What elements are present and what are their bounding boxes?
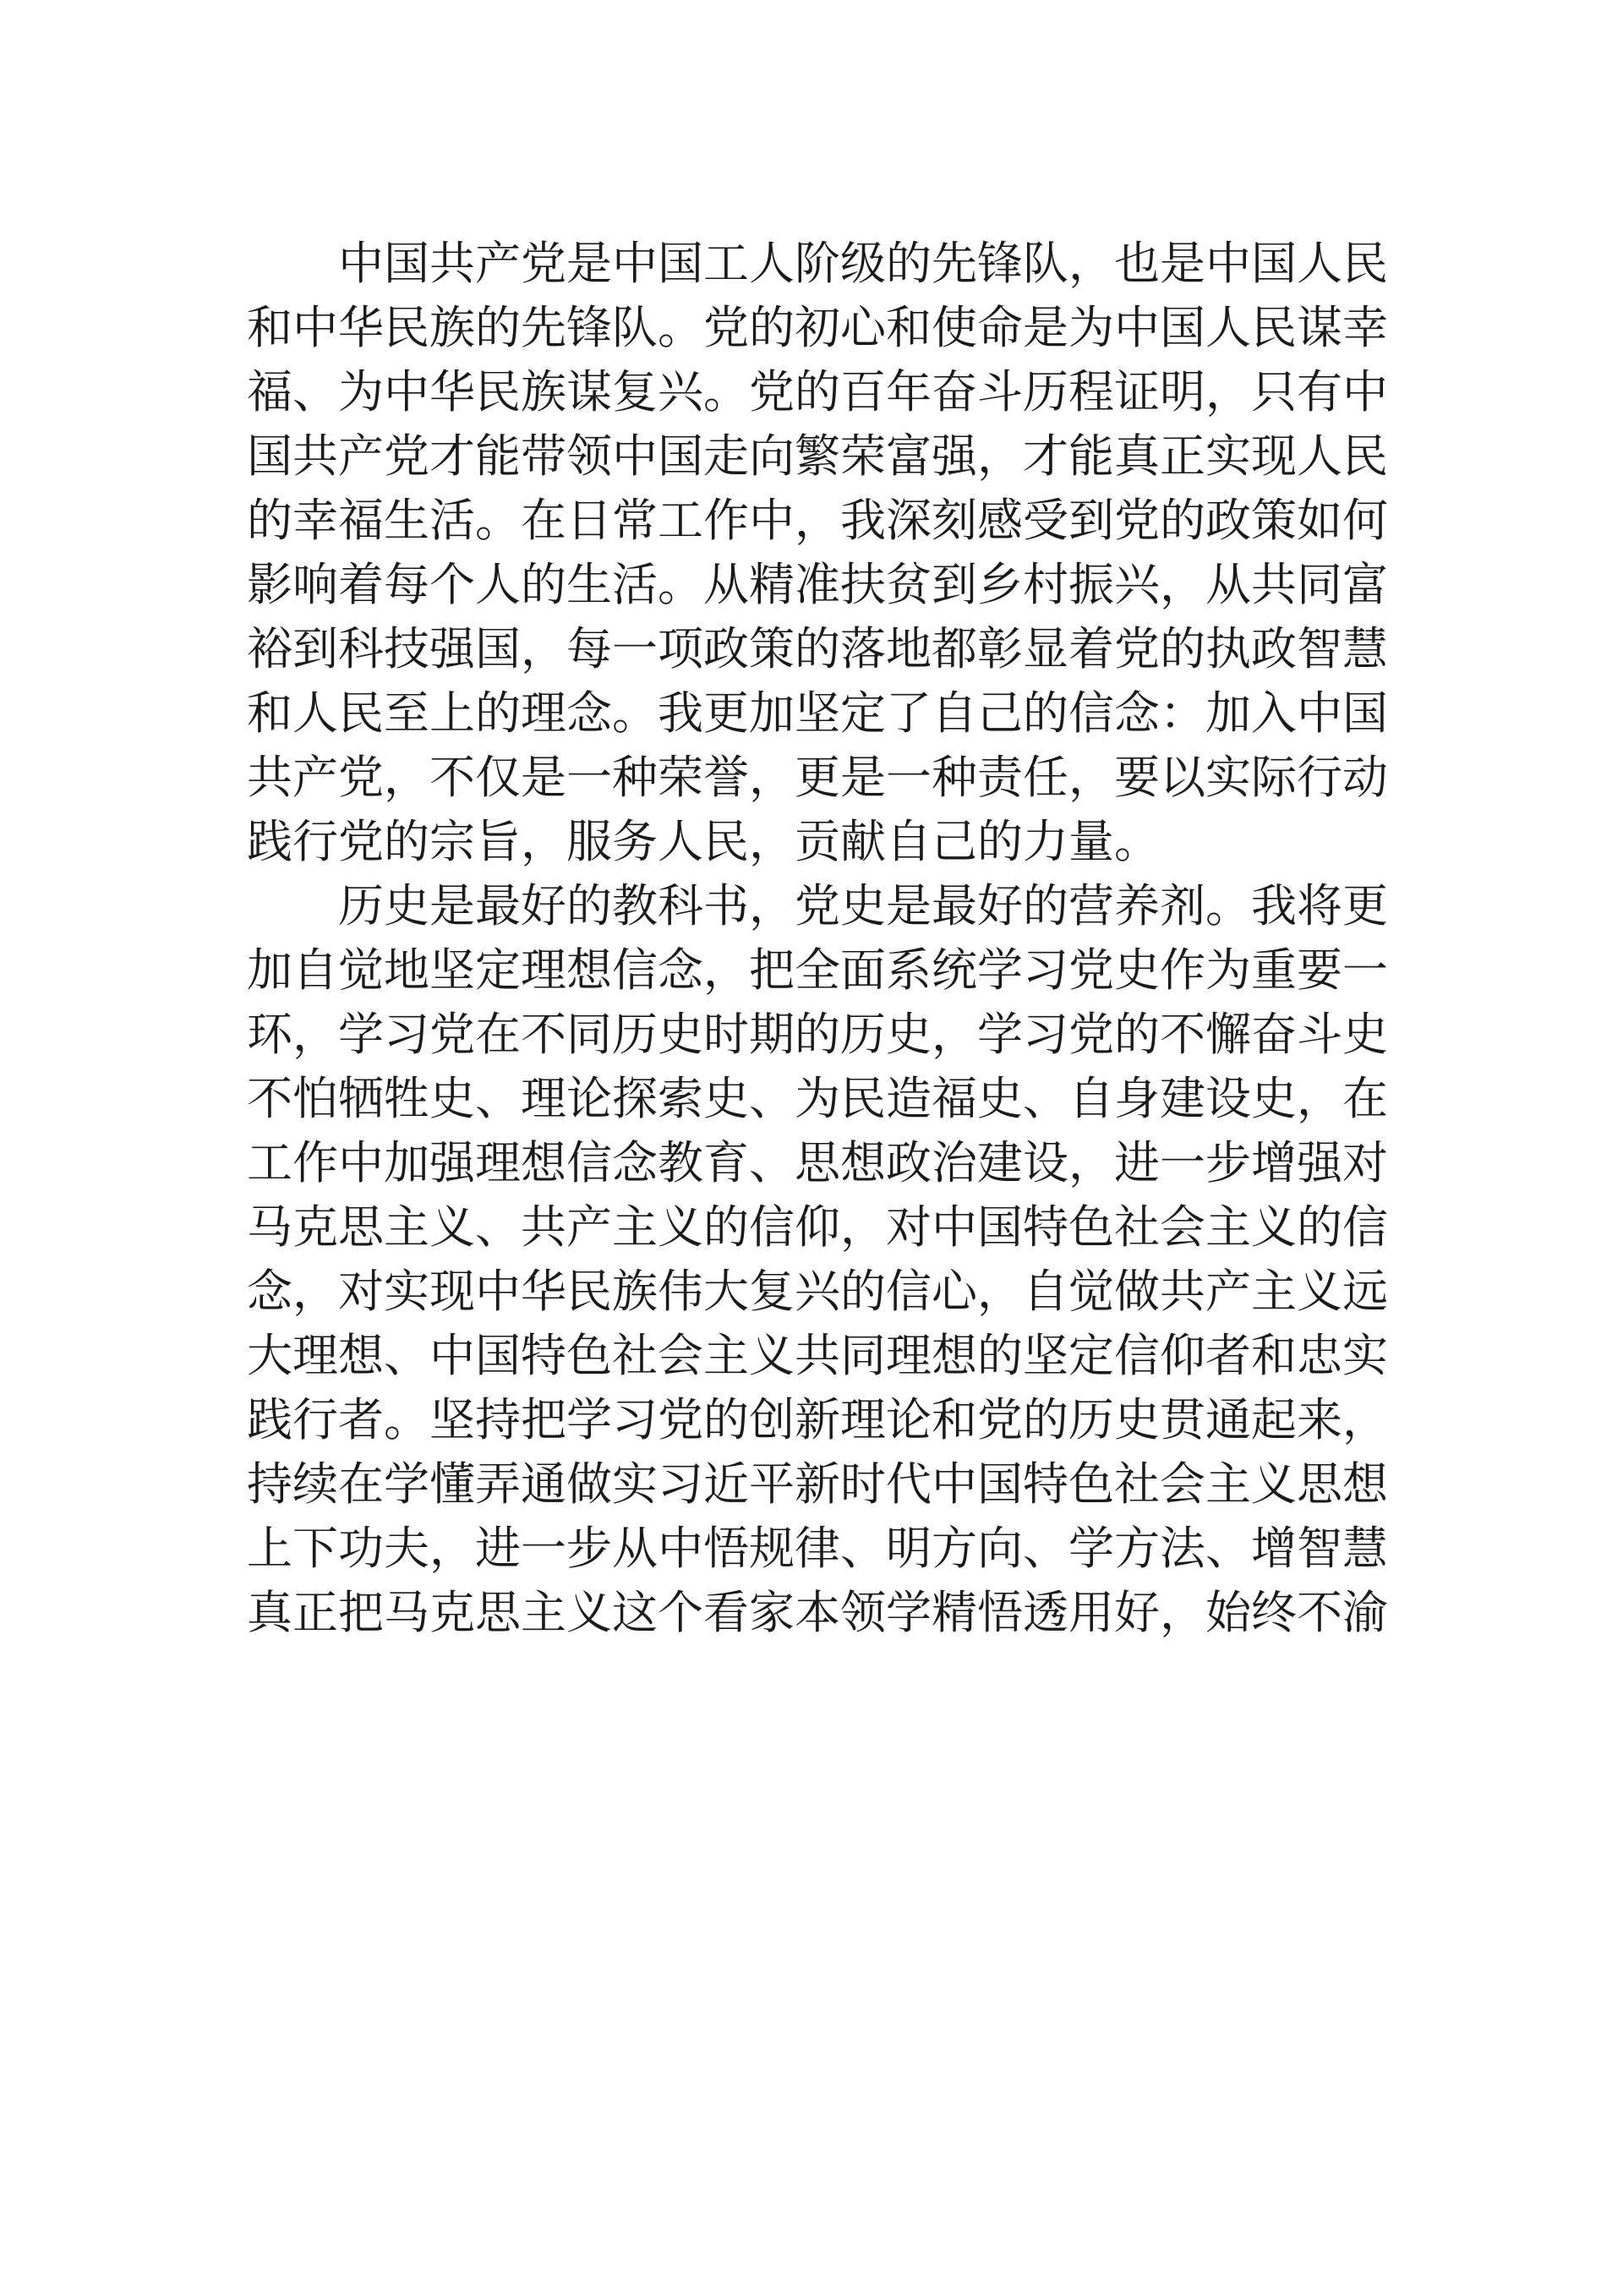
paragraph-1-line-6: 影 响 着 每 个 人 的 生 活 。 从 精 准 扶 贫 到 乡 村 振 兴 ， 从 共 同 富 [247, 558, 1388, 611]
paragraph-2-line-3: 环 ， 学 习 党 在 不 同 历 史 时 期 的 历 史 ， 学 习 党 的 不 懈 奋 斗 史 [247, 1008, 1388, 1061]
paragraph-2-line-4: 不 怕 牺 牲 史 、 理 论 探 索 史 、 为 民 造 福 史 、 自 身 建 设 史 ， 在 [247, 1072, 1388, 1125]
paragraph-1-line-10: 践行党的宗旨，服务人民，贡献自己的力量。 [247, 815, 1160, 868]
paragraph-2-line-6: 马 克 思 主 义 、 共 产 主 义 的 信 仰 ， 对 中 国 特 色 社 会 主 义 的 信 [247, 1200, 1388, 1254]
paragraph-1-line-1: 中 国 共 产 党 是 中 国 工 人 阶 级 的 先 锋 队 ， 也 是 中 国 人 民 [338, 237, 1388, 290]
paragraph-2-line-7: 念 ， 对 实 现 中 华 民 族 伟 大 复 兴 的 信 心 ， 自 觉 做 共 产 主 义 远 [247, 1265, 1388, 1318]
paragraph-2-line-9: 践 行 者 。 坚 持 把 学 习 党 的 创 新 理 论 和 党 的 历 史 贯 通 起 来 ， [247, 1393, 1388, 1446]
paragraph-2-line-1: 历 史 是 最 好 的 教 科 书 ， 党 史 是 最 好 的 营 养 剂 。 我 将 更 [338, 879, 1388, 932]
paragraph-2-line-2: 加 自 觉 地 坚 定 理 想 信 念 ， 把 全 面 系 统 学 习 党 史 作 为 重 要 一 [247, 943, 1388, 997]
paragraph-2-line-12: 真 正 把 马 克 思 主 义 这 个 看 家 本 领 学 精 悟 透 用 好 ， 始 终 不 渝 [247, 1586, 1388, 1639]
paragraph-1-line-4: 国 共 产 党 才 能 带 领 中 国 走 向 繁 荣 富 强 ， 才 能 真 正 实 现 人 民 [247, 429, 1388, 483]
paragraph-1-line-3: 福 、 为 中 华 民 族 谋 复 兴 。 党 的 百 年 奋 斗 历 程 证 明 ， 只 有 中 [247, 365, 1388, 418]
paragraph-1-line-2: 和 中 华 民 族 的 先 锋 队 。 党 的 初 心 和 使 命 是 为 中 国 人 民 谋 幸 [247, 301, 1388, 354]
paragraph-1-line-8: 和 人 民 至 上 的 理 念 。 我 更 加 坚 定 了 自 己 的 信 念 ： 加 入 中 国 [247, 686, 1388, 740]
paragraph-2-line-5: 工 作 中 加 强 理 想 信 念 教 育 、 思 想 政 治 建 设 ， 进 一 步 增 强 对 [247, 1136, 1388, 1189]
paragraph-2-line-8: 大 理 想 、 中 国 特 色 社 会 主 义 共 同 理 想 的 坚 定 信 仰 者 和 忠 实 [247, 1329, 1388, 1382]
paragraph-1-line-9: 共 产 党 ， 不 仅 是 一 种 荣 誉 ， 更 是 一 种 责 任 ， 要 以 实 际 行 动 [247, 751, 1388, 804]
paragraph-2-line-11: 上 下 功 夫 ， 进 一 步 从 中 悟 规 律 、 明 方 向 、 学 方 法 、 增 智 慧 [247, 1522, 1388, 1575]
paragraph-1-line-7: 裕 到 科 技 强 国 ， 每 一 项 政 策 的 落 地 都 彰 显 着 党 的 执 政 智 慧 [247, 622, 1388, 675]
paragraph-2-line-10: 持 续 在 学 懂 弄 通 做 实 习 近 平 新 时 代 中 国 特 色 社 会 主 义 思 想 [247, 1457, 1388, 1511]
paragraph-1-line-5: 的 幸 福 生 活 。 在 日 常 工 作 中 ， 我 深 刻 感 受 到 党 的 政 策 如 何 [247, 494, 1388, 547]
